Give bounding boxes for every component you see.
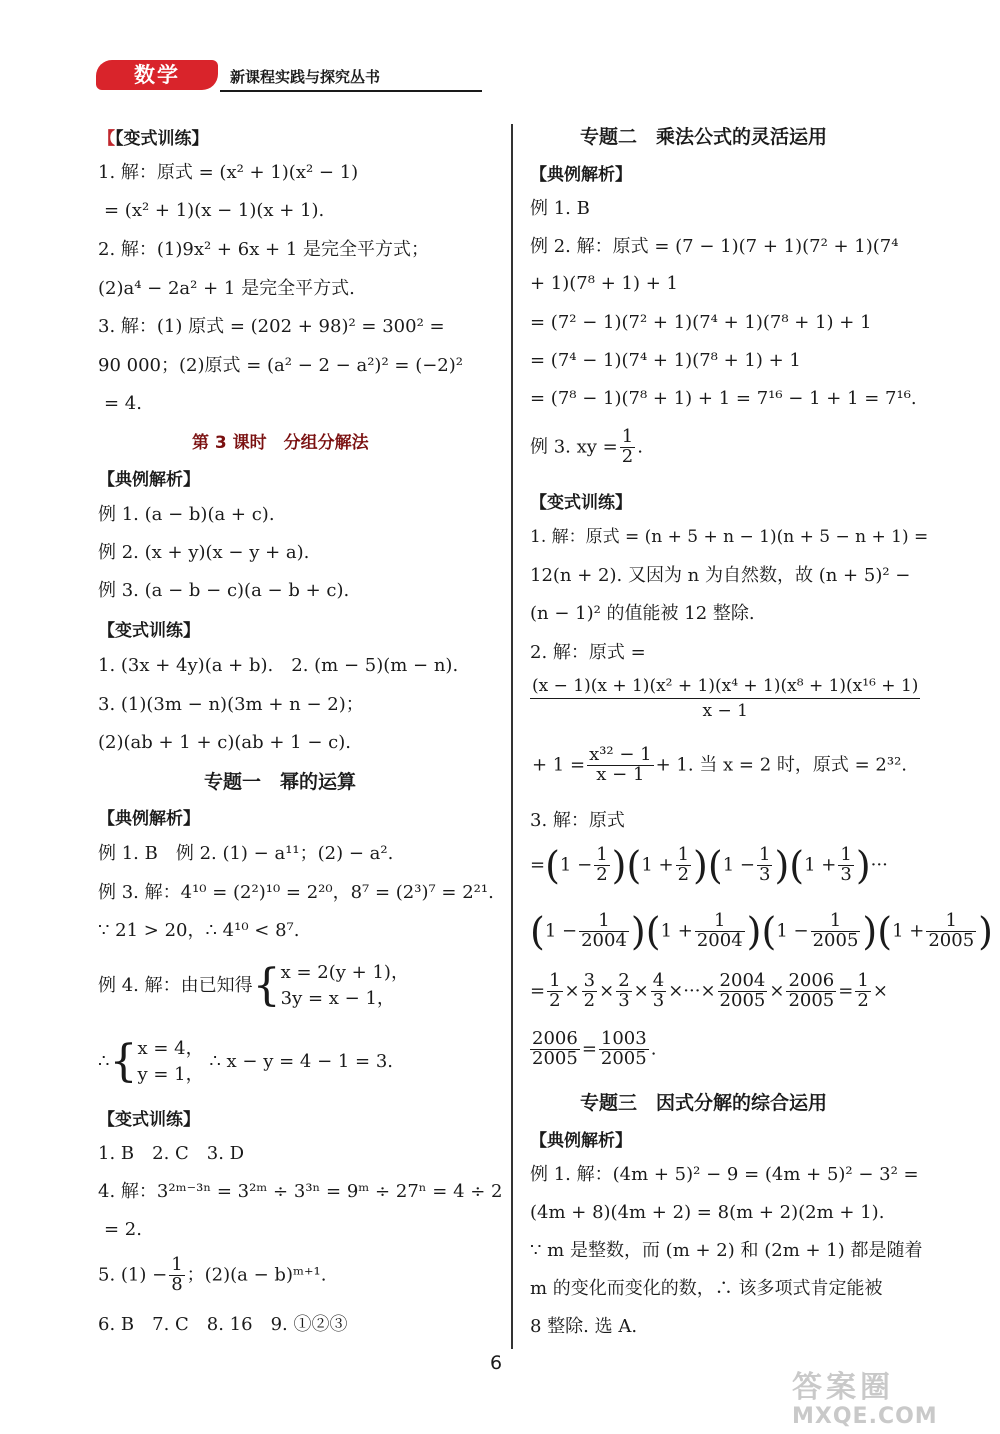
equation-result: ∴ x − y = 4 − 1 = 3. — [209, 1051, 394, 1072]
answer-line: = 2. — [104, 1219, 142, 1240]
equation-row: x = 2(y + 1)， — [280, 962, 409, 983]
paren: ( — [707, 843, 723, 888]
answer-line: 例 1. (a − b)(a + c). — [98, 504, 275, 525]
answer-line: ∵ m 是整数，而 (m + 2) 和 (2m + 1) 都是随着 — [530, 1240, 923, 1261]
paren: ) — [862, 909, 878, 954]
system-equation — [98, 960, 409, 1016]
answer-line: = 4. — [104, 393, 142, 414]
answer-line: = (7² − 1)(7² + 1)(7⁴ + 1)(7⁸ + 1) + 1 — [530, 312, 872, 333]
equals: = — [838, 980, 854, 1002]
numerator: 1 — [840, 844, 852, 865]
fraction — [530, 1030, 580, 1069]
paren: ( — [877, 909, 893, 954]
answer-line: (n − 1)² 的值能被 12 整除. — [530, 603, 755, 624]
numerator: 4 — [652, 970, 665, 991]
fraction — [757, 846, 772, 885]
product-expression — [530, 972, 888, 1011]
answer-text: 5. (1) − — [98, 1264, 168, 1286]
numerator: 1 — [677, 844, 690, 865]
answer-line: 1. 解：原式 = (n + 5 + n − 1)(n + 5 − n + 1) = — [530, 527, 929, 547]
section-tag-text: 【变式训练】 — [115, 129, 209, 149]
fraction — [838, 846, 853, 885]
denominator: 2005 — [600, 1047, 647, 1069]
term: 1 — [641, 854, 653, 876]
denominator: 2004 — [581, 929, 627, 951]
term: 1 — [892, 920, 904, 942]
denominator: 2 — [857, 989, 869, 1011]
term: 1 — [660, 920, 673, 942]
denominator: 2005 — [719, 989, 766, 1011]
lesson-title: 第 3 课时 分组分解法 — [192, 433, 369, 453]
answer-line: 1. B 2. C 3. D — [98, 1143, 245, 1164]
fraction — [547, 972, 562, 1011]
equation-prefix: 例 4. 解：由已知得 — [98, 975, 253, 996]
operator: − — [562, 920, 578, 942]
answer-text: 例 3. xy = — [530, 436, 618, 458]
numerator: 1 — [857, 970, 869, 991]
fraction — [530, 678, 920, 721]
paren: ( — [530, 909, 545, 954]
watermark — [792, 1362, 992, 1429]
answer-line: 3. (1)(3m − n)(3m + n − 2)； — [98, 694, 364, 715]
answer-line — [530, 428, 643, 467]
paren: ( — [789, 843, 805, 888]
section-tag: 【典例解析】 — [98, 470, 200, 490]
period: . — [650, 1038, 657, 1060]
answer-line: 3. 解：原式 — [530, 810, 625, 831]
subject-badge: 数学 — [96, 60, 218, 90]
denominator: 2005 — [788, 989, 835, 1011]
header-rule — [220, 90, 482, 92]
answer-line: 例 3. (a − b − c)(a − b + c). — [98, 580, 350, 601]
numerator: 1 — [695, 912, 745, 932]
fraction — [599, 1030, 649, 1069]
term: 1 — [804, 854, 816, 876]
answer-line: 例 1. B 例 2. (1) − a¹¹；(2) − a². — [98, 843, 394, 864]
operator: − — [577, 854, 593, 876]
numerator: 1003 — [600, 1028, 647, 1049]
answer-text: ；(2)(a − b)ᵐ⁺¹. — [186, 1264, 327, 1286]
answer-line: + 1)(7⁸ + 1) + 1 — [530, 273, 678, 294]
operator: × — [700, 980, 716, 1002]
topic-title: 专题二 乘法公式的灵活运用 — [580, 126, 828, 148]
brace-glyph: { — [252, 960, 281, 1011]
product-expression — [530, 909, 993, 954]
fraction — [676, 846, 691, 885]
topic-title: 专题一 幂的运算 — [204, 771, 357, 793]
denominator: 3 — [652, 989, 665, 1011]
fraction — [926, 912, 976, 951]
denominator: 3 — [840, 863, 852, 885]
answer-line: 例 2. 解：原式 = (7 − 1)(7 + 1)(7² + 1)(7⁴ — [530, 236, 899, 257]
watermark-url: MXQE.COM — [792, 1404, 938, 1429]
equation-stack — [137, 1036, 203, 1088]
term: 1 — [722, 854, 735, 876]
numerator: 1 — [579, 912, 629, 932]
big-fraction — [530, 678, 920, 721]
answer-line: 3. 解：(1) 原式 = (202 + 98)² = 300² = — [98, 316, 445, 337]
numerator: 2006 — [532, 1028, 578, 1049]
fraction — [169, 1256, 184, 1295]
equation-row: y = 1， — [137, 1064, 204, 1085]
section-tag: 【变式训练】 — [530, 493, 632, 513]
fraction — [582, 972, 597, 1011]
operator: × — [769, 980, 785, 1002]
numerator: 1 — [811, 912, 861, 932]
answer-line — [98, 1256, 326, 1295]
ellipsis: ··· — [683, 980, 701, 1002]
denominator: 3 — [618, 989, 630, 1011]
denominator: 2 — [621, 445, 634, 467]
fraction — [786, 972, 836, 1011]
fraction — [579, 912, 629, 951]
page-header — [96, 58, 396, 92]
answer-line: 2. 解：原式 = — [530, 642, 646, 663]
equals: = — [581, 1038, 597, 1060]
paren: ( — [626, 843, 642, 888]
operator: × — [872, 980, 888, 1002]
denominator: 2005 — [812, 929, 859, 951]
term: 1 — [544, 920, 557, 942]
operator: × — [633, 980, 649, 1002]
numerator: 1 — [171, 1254, 183, 1275]
section-tag: 【变式训练】 — [98, 621, 200, 641]
paren: ) — [978, 909, 993, 954]
denominator: 3 — [758, 863, 771, 885]
section-tag: 【典例解析】 — [530, 1131, 632, 1151]
answer-line: ∵ 21 > 20，∴ 4¹⁰ < 8⁷. — [98, 920, 300, 941]
page-number: 6 — [490, 1352, 503, 1374]
equation-row: x = 4， — [137, 1038, 204, 1059]
denominator: 8 — [171, 1273, 183, 1295]
answer-text: + 1. 当 x = 2 时，原式 = 2³². — [655, 754, 908, 776]
denominator: x − 1 — [596, 763, 645, 785]
answer-line: = (x² + 1)(x − 1)(x + 1). — [104, 200, 325, 221]
numerator: 1 — [596, 844, 608, 865]
numerator: 1 — [621, 426, 634, 447]
answer-text: + 1 = — [532, 754, 586, 776]
answer-line: (4m + 8)(4m + 2) = 8(m + 2)(2m + 1). — [530, 1202, 885, 1223]
answer-line: 1. 解：原式 = (x² + 1)(x² − 1) — [98, 162, 359, 183]
operator: + — [677, 920, 693, 942]
section-tag: 【典例解析】 — [98, 809, 200, 829]
paren: ( — [545, 843, 560, 888]
operator: × — [668, 980, 684, 1002]
operator: − — [739, 854, 755, 876]
fraction — [620, 428, 635, 467]
section-tag: 【典例解析】 — [530, 165, 632, 185]
numerator: 2 — [618, 970, 630, 991]
operator: × — [599, 980, 615, 1002]
fraction — [594, 846, 609, 885]
equation-row: 3y = x − 1， — [280, 988, 395, 1009]
paren: ( — [761, 909, 777, 954]
operator: × — [564, 980, 580, 1002]
denominator: 2 — [549, 989, 561, 1011]
paren: ) — [693, 843, 708, 888]
series-title: 新课程实践与探究丛书 — [230, 68, 381, 86]
ellipsis: ··· — [870, 854, 888, 876]
answer-line: m 的变化而变化的数，∴ 该多项式肯定能被 — [530, 1278, 883, 1299]
fraction — [616, 972, 631, 1011]
answer-line: (2)a⁴ − 2a² + 1 是完全平方式. — [98, 278, 355, 299]
answer-line: (2)(ab + 1 + c)(ab + 1 − c). — [98, 732, 351, 753]
paren: ) — [746, 909, 762, 954]
equals: = — [530, 854, 546, 876]
section-tag: 【【变式训练】 — [98, 129, 209, 149]
topic-title: 专题三 因式分解的综合运用 — [580, 1092, 828, 1114]
paren: ) — [611, 843, 627, 888]
numerator: 1 — [758, 844, 771, 865]
answer-line: 8 整除. 选 A. — [530, 1316, 638, 1337]
numerator: 2004 — [719, 970, 766, 991]
answer-line: 1. (3x + 4y)(a + b). 2. (m − 5)(m − n). — [98, 655, 459, 676]
brace-glyph: { — [109, 1036, 138, 1087]
answer-line — [532, 746, 907, 785]
paren: ) — [855, 843, 871, 888]
column-divider — [511, 124, 513, 1349]
system-solution — [98, 1036, 393, 1092]
denominator: 2 — [677, 863, 690, 885]
answer-line: = (7⁴ − 1)(7⁴ + 1)(7⁸ + 1) + 1 — [530, 350, 801, 371]
equals: = — [530, 980, 546, 1002]
answer-line: 6. B 7. C 8. 16 9. ①②③ — [98, 1314, 348, 1335]
paren: ( — [645, 909, 661, 954]
equation-stack — [281, 960, 409, 1012]
term: 1 — [559, 854, 572, 876]
operator: + — [909, 920, 925, 942]
therefore-symbol: ∴ — [98, 1051, 110, 1072]
term: 1 — [776, 920, 788, 942]
paren: ) — [630, 909, 646, 954]
answer-line: 例 2. (x + y)(x − y + a). — [98, 542, 310, 563]
product-expression — [530, 1030, 656, 1069]
numerator: x³² − 1 — [589, 744, 652, 765]
numerator: 2006 — [788, 970, 835, 991]
numerator: 3 — [583, 970, 596, 991]
operator: − — [793, 920, 809, 942]
answer-line: 例 3. 解：4¹⁰ = (2²)¹⁰ = 2²⁰，8⁷ = (2³)⁷ = 2²¹. — [98, 882, 494, 903]
denominator: x − 1 — [702, 700, 748, 721]
numerator: (x − 1)(x + 1)(x² + 1)(x⁴ + 1)(x⁸ + 1)(x¹⁶ + 1) — [530, 678, 920, 699]
paren: ) — [774, 843, 790, 888]
answer-line: 90 000；(2)原式 = (a² − 2 − a²)² = (−2)² — [98, 355, 463, 376]
operator: + — [821, 854, 837, 876]
answer-line: 例 1. B — [530, 198, 590, 219]
denominator: 2005 — [532, 1047, 578, 1069]
denominator: 2 — [596, 863, 608, 885]
answer-line: = (7⁸ − 1)(7⁸ + 1) + 1 = 7¹⁶ − 1 + 1 = 7¹⁶. — [530, 388, 917, 409]
product-expression — [530, 843, 888, 888]
fraction — [651, 972, 666, 1011]
operator: + — [658, 854, 674, 876]
denominator: 2005 — [928, 929, 975, 951]
fraction — [718, 972, 768, 1011]
answer-line: 2. 解：(1)9x² + 6x + 1 是完全平方式； — [98, 239, 430, 260]
numerator: 1 — [549, 970, 561, 991]
answer-line: 12(n + 2). 又因为 n 为自然数，故 (n + 5)² − — [530, 565, 911, 586]
answer-line: 4. 解：3²ᵐ⁻³ⁿ = 3²ᵐ ÷ 3³ⁿ = 9ᵐ ÷ 27ⁿ = 4 ÷ 2 — [98, 1181, 503, 1202]
answer-text: . — [637, 436, 643, 458]
fraction — [855, 972, 870, 1011]
denominator: 2004 — [696, 929, 743, 951]
watermark-text: 答案圈 — [792, 1370, 894, 1405]
fraction — [811, 912, 861, 951]
answer-line: 例 1. 解：(4m + 5)² − 9 = (4m + 5)² − 3² = — [530, 1164, 919, 1185]
numerator: 1 — [926, 912, 976, 932]
fraction — [587, 746, 654, 785]
fraction — [695, 912, 745, 951]
section-tag: 【变式训练】 — [98, 1110, 200, 1130]
denominator: 2 — [583, 989, 596, 1011]
